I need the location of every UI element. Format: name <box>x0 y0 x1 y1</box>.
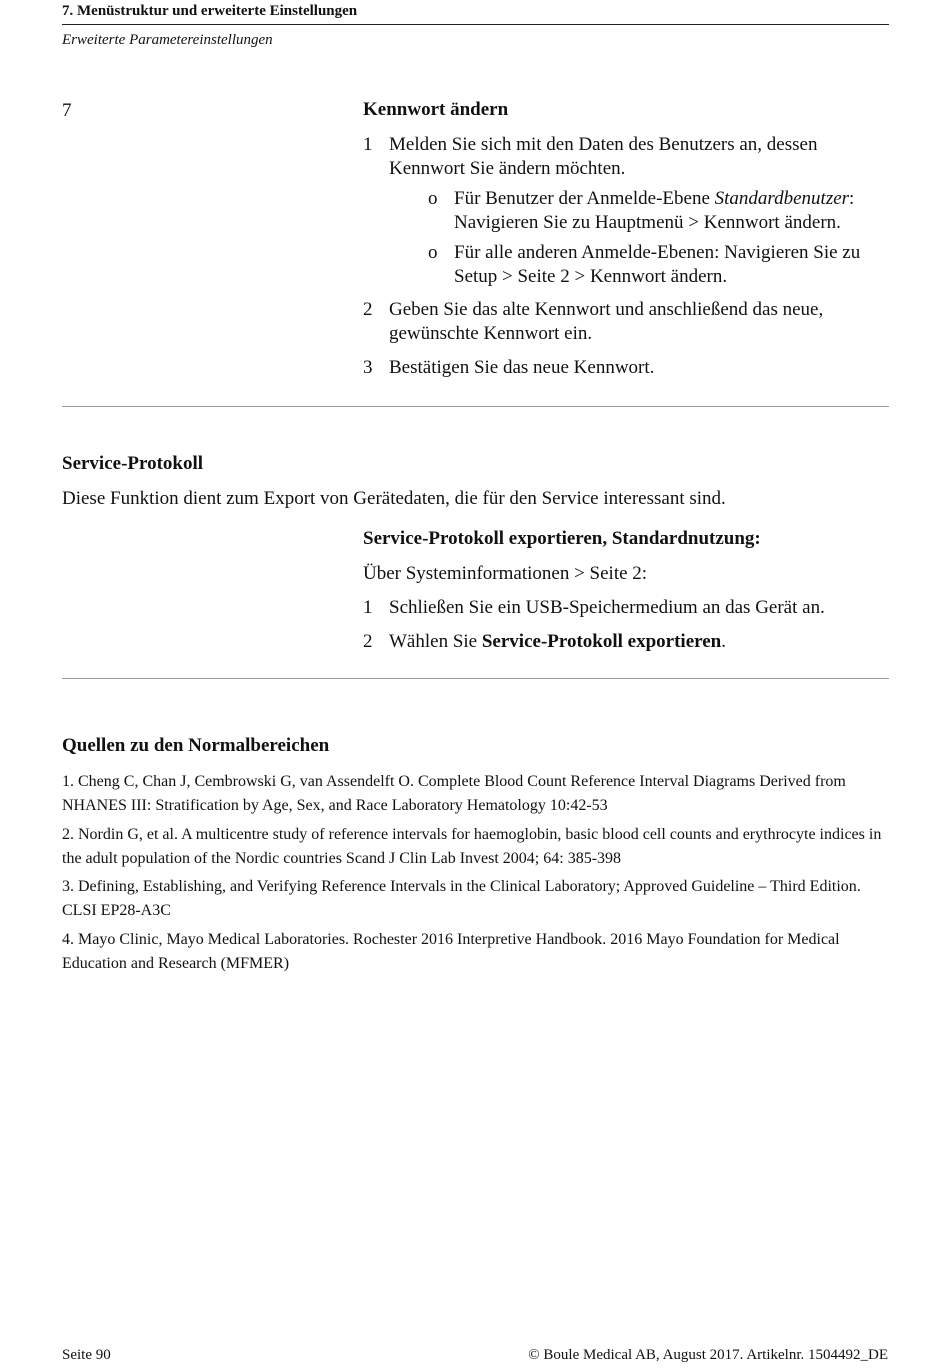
step-number: 2 <box>363 299 373 320</box>
reference-item: 3. Defining, Establishing, and Verifying Reference Intervals in the Clinical Laboratory; Approved Guideline – Third Edition. CLSI EP28-A3C <box>62 878 861 919</box>
reference-item: 1. Cheng C, Chan J, Cembrowski G, van Assendelft O. Complete Blood Count Reference Interval Diagrams Derived from NHANES III: Stratification by Age, Sex, and Race Laboratory Hematology 10:42-53 <box>62 773 846 814</box>
sources-section-title: Quellen zu den Normalbereichen <box>62 735 330 756</box>
menu-item-name: Service-Protokoll exportieren <box>481 631 722 652</box>
service-section-title: Service-Protokoll <box>62 453 204 474</box>
service-description: Diese Funktion dient zum Export von Gerätedaten, die für den Service interessant sind. <box>62 488 726 509</box>
page-number: Seite 90 <box>62 1347 111 1363</box>
bullet-text-pre: Für Benutzer der Anmelde-Ebene <box>454 188 715 209</box>
bullet-marker: o <box>428 188 438 209</box>
step-text-pre: Wählen Sie <box>389 631 482 652</box>
step-text <box>389 630 890 654</box>
step-text: Geben Sie das alte Kennwort und anschließend das neue, gewünschte Kennwort ein. <box>389 299 824 344</box>
step-text: Melden Sie sich mit den Daten des Benutzers an, dessen Kennwort Sie ändern möchten. <box>389 134 818 179</box>
bullet-text <box>454 187 890 235</box>
section-divider <box>62 678 889 679</box>
section-subtitle: Erweiterte Parametereinstellungen <box>62 32 273 48</box>
step-number: 1 <box>363 597 373 618</box>
reference-item: 2. Nordin G, et al. A multicentre study of reference intervals for haemoglobin, basic blood cell counts and erythrocyte indices in the adult population of the Nordic countries Scand J Clin Lab Invest 2004; 64: 385-398 <box>62 826 882 867</box>
step-number: 1 <box>363 134 373 155</box>
section-divider <box>62 406 889 407</box>
step-text-post: . <box>721 631 726 652</box>
header-divider <box>62 24 889 25</box>
bullet-marker: o <box>428 242 438 263</box>
bullet-text-post: : Navigieren Sie zu Hauptmenü > Kennwort ändern. <box>454 188 855 233</box>
step-2 <box>363 630 890 654</box>
step-number: 3 <box>363 357 373 378</box>
step-text: Schließen Sie ein USB-Speichermedium an das Gerät an. <box>389 597 825 618</box>
step-number: 2 <box>363 631 373 652</box>
bullet-text: Für alle anderen Anmelde-Ebenen: Navigieren Sie zu Setup > Seite 2 > Kennwort ändern. <box>454 242 861 287</box>
chapter-title: 7. Menüstruktur und erweiterte Einstellungen <box>62 3 358 19</box>
service-steps <box>363 596 890 654</box>
login-level-name: Standardbenutzer <box>714 188 850 209</box>
step-1 <box>363 596 890 620</box>
password-steps <box>363 133 890 380</box>
copyright-notice: © Boule Medical AB, August 2017. Artikelnr. 1504492_DE <box>528 1347 888 1363</box>
service-export-title: Service-Protokoll exportieren, Standardnutzung: <box>363 528 761 549</box>
section-number: 7 <box>62 100 72 121</box>
reference-item: 4. Mayo Clinic, Mayo Medical Laboratories. Rochester 2016 Interpretive Handbook. 2016 Mayo Foundation for Medical Education and Research (MFMER) <box>62 931 840 972</box>
step-2 <box>363 298 890 346</box>
service-intro: Über Systeminformationen > Seite 2: <box>363 563 648 584</box>
password-section-title: Kennwort ändern <box>363 99 509 120</box>
bullet-1 <box>363 187 890 235</box>
step-3 <box>363 356 890 380</box>
bullet-2 <box>363 241 890 289</box>
step-1 <box>363 133 890 181</box>
step-text: Bestätigen Sie das neue Kennwort. <box>389 357 655 378</box>
